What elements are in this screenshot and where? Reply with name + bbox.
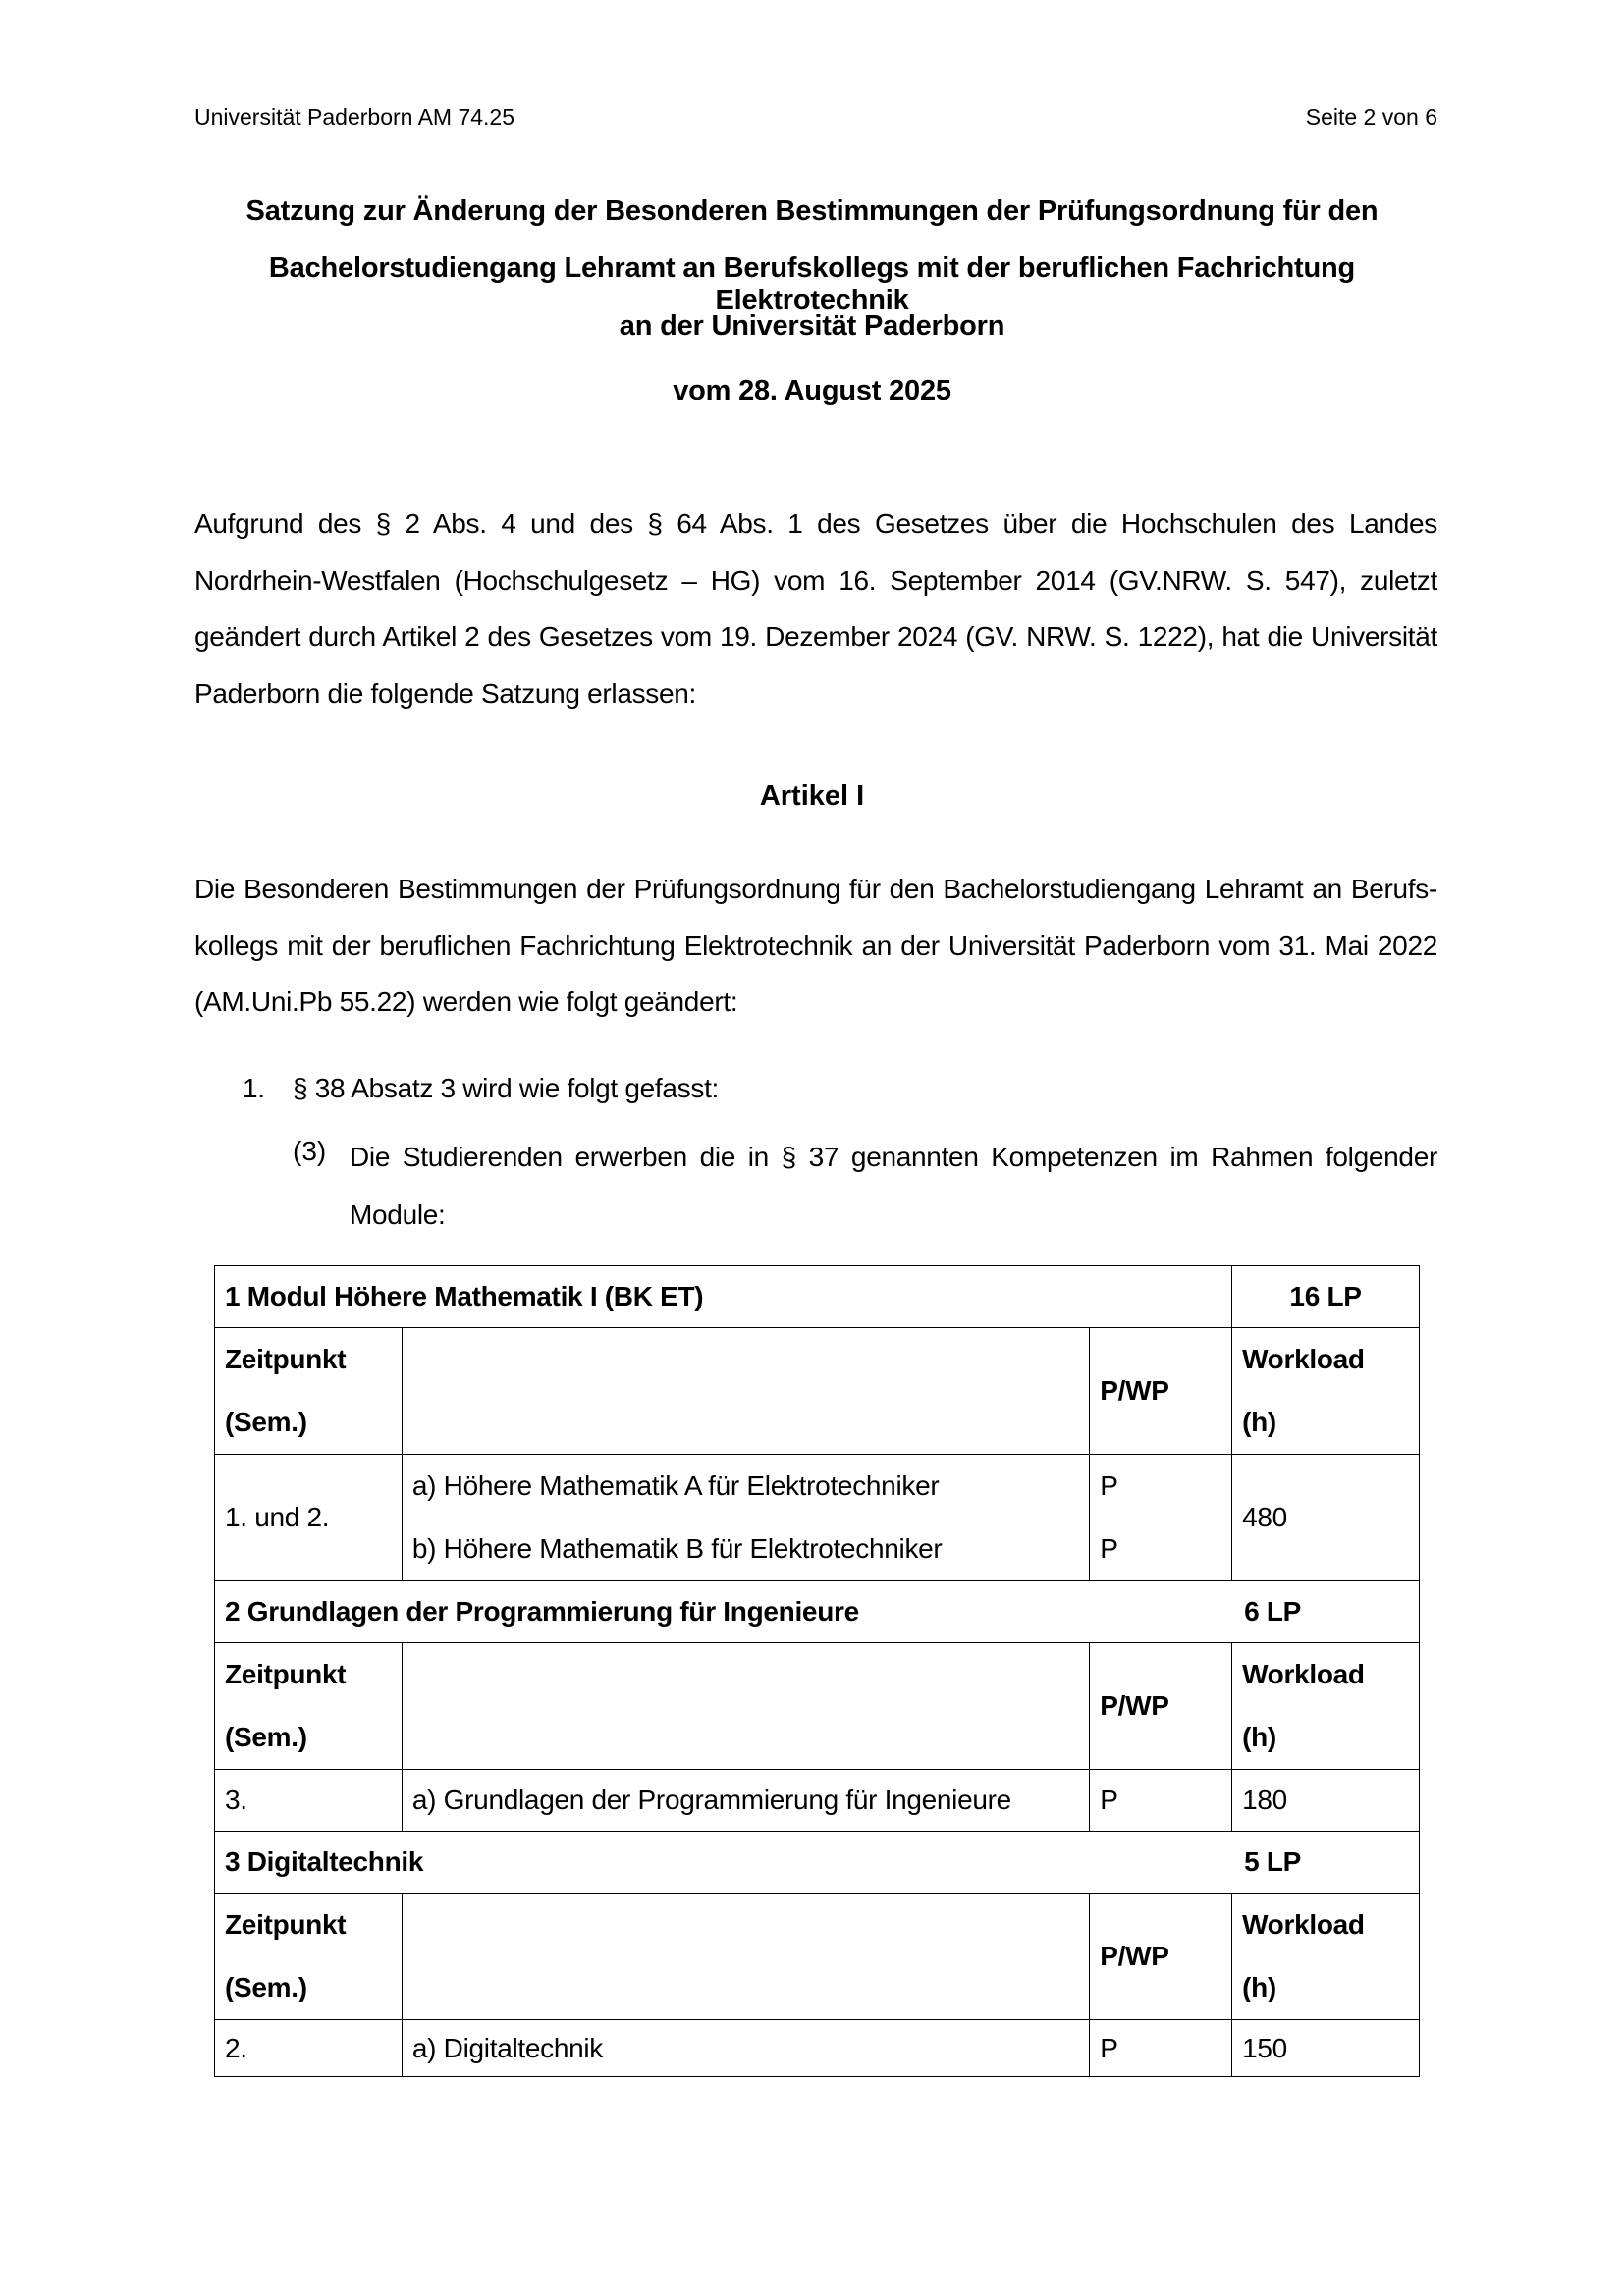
semester-cell: 2. [215,2020,403,2077]
header-workload: Workload (h) [1232,1328,1420,1455]
header-left: Universität Paderborn AM 74.25 [194,104,515,130]
article-intro-paragraph: Die Besonderen Bestimmungen der Prüfungsordnung für den Bachelorstudiengang Lehramt an Berufs-kollegs mit der beruflichen Fachrichtung Elektrotechnik an der Universität Paderborn vom 31. Mai 2022 (AM.Uni.Pb 55.22) werden wie folgt geändert: [194,874,1437,1017]
module-title-row [215,1832,1420,1894]
course-name: b) Höhere Mathematik B für Elektrotechniker [411,1533,943,1564]
module-title [215,1581,1420,1643]
header-empty [402,1643,1089,1770]
list-item-number: 1. [243,1073,265,1103]
course-type: P [1100,1533,1118,1564]
module-lp: 5 LP [1244,1846,1301,1877]
module-lp: 6 LP [1244,1596,1301,1627]
module-lp: 16 LP [1232,1266,1420,1328]
modules-table [214,1265,1420,2077]
semester-cell: 3. [215,1770,403,1832]
table-header-row [215,1328,1420,1455]
table-header-row [215,1894,1420,2020]
title-date: vom 28. August 2025 [673,375,951,406]
header-page-number: Seite 2 von 6 [1305,104,1437,130]
header-empty [402,1894,1089,2020]
workload-cell: 150 [1232,2020,1420,2077]
title-line-2: Bachelorstudiengang Lehramt an Berufskollegs mit der beruflichen Fachrichtung Elektrotechnik [268,252,1356,316]
title-line-1: Satzung zur Änderung der Besonderen Bestimmungen der Prüfungsordnung für den [245,195,1379,227]
course-cell [402,1455,1089,1581]
header-zeitpunkt: Zeitpunkt (Sem.) [215,1894,403,2020]
module-title-row [215,1581,1420,1643]
sub-item-text: Die Studierenden erwerben die in § 37 genannten Kompetenzen im Rahmen folgender Module: [350,1142,1437,1230]
course-type: P [1100,1470,1118,1501]
table-row [215,1770,1420,1832]
course-name: a) Höhere Mathematik A für Elektrotechniker [411,1470,940,1501]
header-pwp: P/WP [1090,1328,1232,1455]
table-header-row [215,1643,1420,1770]
course-type: P [1090,2020,1232,2077]
header-zeitpunkt: Zeitpunkt (Sem.) [215,1328,403,1455]
table-row [215,2020,1420,2077]
module-title: 1 Modul Höhere Mathematik I (BK ET) [215,1266,1232,1328]
header-pwp: P/WP [1090,1643,1232,1770]
course-name: a) Digitaltechnik [402,2020,1089,2077]
header-workload: Workload (h) [1232,1643,1420,1770]
course-type: P [1090,1770,1232,1832]
workload-cell: 480 [1232,1455,1420,1581]
header-pwp: P/WP [1090,1894,1232,2020]
module-title-row [215,1266,1420,1328]
preamble-paragraph: Aufgrund des § 2 Abs. 4 und des § 64 Abs. 1 des Gesetzes über die Hochschulen des Landes Nordrhein-Westfalen (Hochschulgesetz – HG) vom 16. September 2014 (GV.NRW. S. 547), zuletzt geändert durch Artikel 2 des Gesetzes vom 19. Dezember 2024 (GV. NRW. S. 1222), hat die Universität Paderborn die folgende Satzung erlassen: [194,508,1437,709]
header-empty [402,1328,1089,1455]
module-title-text: 3 Digitaltechnik [225,1846,424,1877]
semester-cell: 1. und 2. [215,1455,403,1581]
module-title-text: 2 Grundlagen der Programmierung für Ingenieure [225,1596,859,1627]
course-name: a) Grundlagen der Programmierung für Ingenieure [402,1770,1089,1832]
header-workload: Workload (h) [1232,1894,1420,2020]
module-title [215,1832,1420,1894]
title-line-3: an der Universität Paderborn [619,310,1005,342]
type-cell [1090,1455,1232,1581]
article-heading: Artikel I [759,780,865,812]
header-zeitpunkt: Zeitpunkt (Sem.) [215,1643,403,1770]
table-row [215,1455,1420,1581]
sub-item-number: (3) [293,1136,327,1166]
list-item-text: § 38 Absatz 3 wird wie folgt gefasst: [293,1073,720,1103]
workload-cell: 180 [1232,1770,1420,1832]
